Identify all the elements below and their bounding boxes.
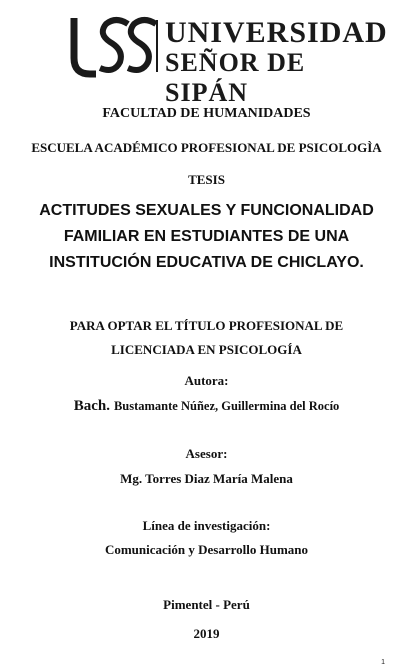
- author-prefix: Bach.: [73, 398, 110, 414]
- purpose-line-2: LICENCIADA EN PSICOLOGÍA: [111, 342, 302, 357]
- logo-university-text: UNIVERSIDAD: [165, 16, 388, 49]
- page-number: 1: [381, 659, 385, 666]
- university-logo: [70, 14, 388, 107]
- doc-type: TESIS: [188, 172, 225, 187]
- uss-monogram-icon: [70, 14, 160, 78]
- advisor-name: Mg. Torres Diaz María Malena: [120, 471, 293, 486]
- logo-sipan-text: SEÑOR DE SIPÁN: [165, 48, 306, 107]
- author-name: Bustamante Núñez, Guillermina del Rocío: [113, 399, 340, 413]
- advisor-label: Asesor:: [185, 446, 228, 461]
- faculty-heading: FACULTAD DE HUMANIDADES: [102, 106, 311, 121]
- thesis-title-line-1: ACTITUDES SEXUALES Y FUNCIONALIDAD: [39, 202, 374, 219]
- place: Pimentel - Perú: [163, 597, 250, 612]
- thesis-title-line-2: FAMILIAR EN ESTUDIANTES DE UNA: [63, 228, 350, 245]
- research-line-label: Línea de investigación:: [142, 518, 271, 533]
- school-heading: ESCUELA ACADÉMICO PROFESIONAL DE PSICOLOGÌA: [31, 140, 382, 155]
- thesis-title-line-3: INSTITUCIÓN EDUCATIVA DE CHICLAYO.: [49, 254, 364, 271]
- research-line-value: Comunicación y Desarrollo Humano: [104, 542, 309, 557]
- purpose-line-1: PARA OPTAR EL TÍTULO PROFESIONAL DE: [69, 318, 344, 333]
- year: 2019: [193, 626, 220, 641]
- author-line: [0, 397, 413, 415]
- author-label: Autora:: [184, 373, 229, 388]
